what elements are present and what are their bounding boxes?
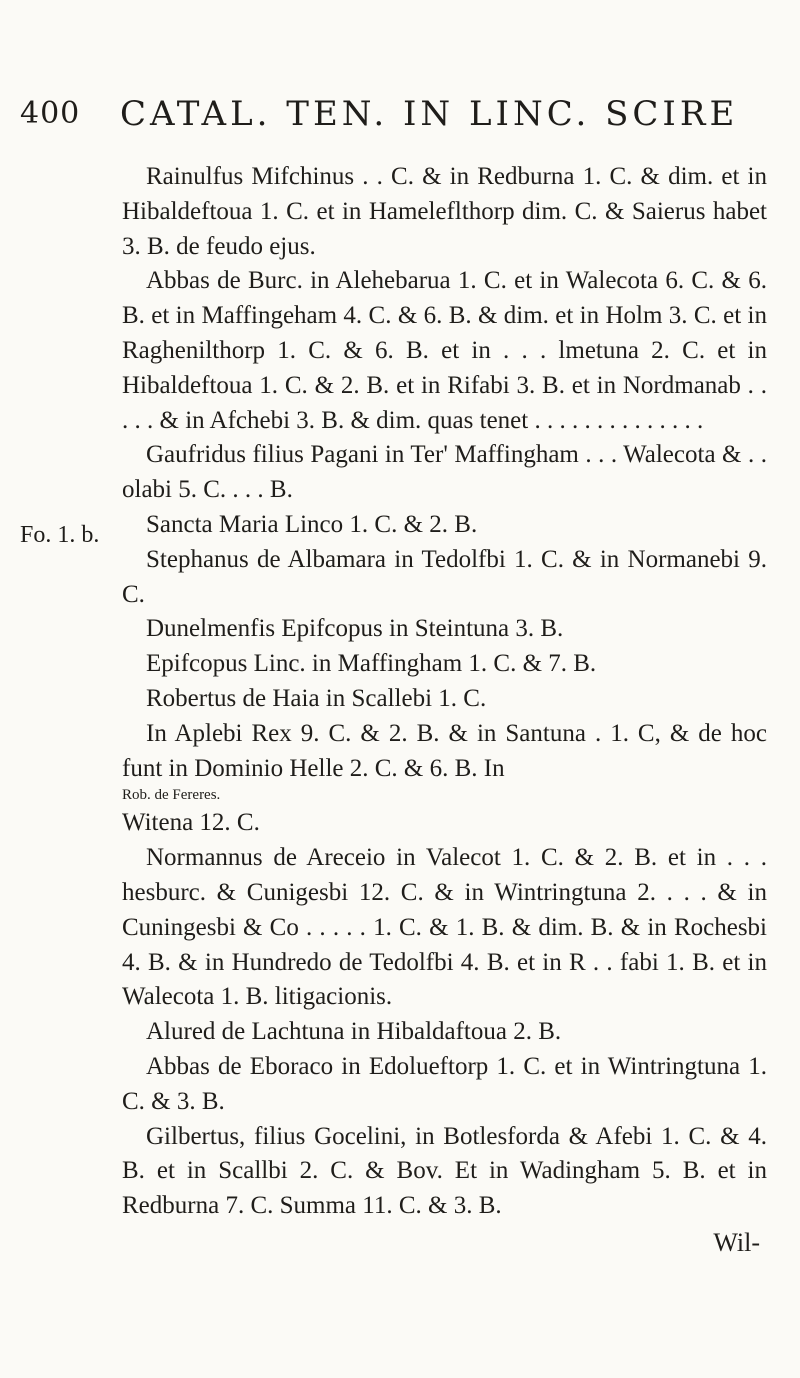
margin-folio-note: Fo. 1. b. (20, 522, 100, 548)
page-header (20, 96, 780, 146)
paragraph-dunelmenfis: Dunelmenfis Epifcopus in Steintuna 3. B. (146, 615, 564, 643)
paragraph-gaufridus: Gaufridus filius Pagani in Ter' Maffingham . . . Walecota & . . olabi 5. C. . . . B. (122, 441, 767, 504)
page-number: 400 (20, 96, 81, 131)
running-title: CATAL. TEN. IN LINC. SCIRE (120, 94, 739, 134)
paragraph-normannus: Normannus de Areceio in Valecot 1. C. & 2. B. et in . . . hesburc. & Cunigesbi 12. C. & in Wintringtuna 2. . . . & in Cuningesbi & Co . . . . . 1. C. & 1. B. & dim. B. & in Rochesbi 4. B. & in Hundredo de Tedolfbi 4. B. et in R . . fabi 1. B. et in Walecota 1. B. litigacionis. (122, 844, 767, 1011)
paragraph-alured: Alured de Lachtuna in Hibaldaftoua 2. B. (146, 1018, 562, 1046)
paragraph-aplebi-rex: In Aplebi Rex 9. C. & 2. B. & in Santuna . 1. C, & de hoc funt in Dominio Helle 2. C. & 6. B. In (122, 719, 767, 782)
paragraph-epifcopus-linc: Epifcopus Linc. in Maffingham 1. C. & 7. B. (146, 650, 597, 678)
paragraph-robertus: Robertus de Haia in Scallebi 1. C. (146, 684, 487, 712)
paragraph-abbas-burc: Abbas de Burc. in Alehebarua 1. C. et in Walecota 6. C. & 6. B. et in Maffingeham 4. C. & 6. B. & dim. et in Holm 3. C. et in Raghenilthorp 1. C. & 6. B. et in . . . lmetuna 2. C. et in Hibaldeftoua 1. C. & 2. B. et in Rifabi 3. B. et in Nordmanab . . . . . & in Afchebi 3. B. & dim. quas tenet . . . . . . . . . . . . . . (122, 267, 767, 434)
paragraph-witena: Witena 12. C. (122, 809, 260, 837)
catchword: Wil- (713, 1228, 760, 1257)
paragraph-rainulfus: Rainulfus Mifchinus . . C. & in Redburna 1. C. & dim. et in Hibaldeftoua 1. C. et in Hameleflthorp dim. C. & Saierus habet 3. B. de feudo ejus. (122, 163, 767, 260)
inline-note: Rob. de Fereres. (122, 787, 221, 804)
body-text (122, 160, 767, 1224)
paragraph-gilbertus: Gilbertus, filius Gocelini, in Botlesforda & Afebi 1. C. & 4. B. et in Scallbi 2. C. & Bov. Et in Wadingham 5. B. et in Redburna 7. C. Summa 11. C. & 3. B. (122, 1122, 767, 1220)
paragraph-stephanus: Stephanus de Albamara in Tedolfbi 1. C. & in Normanebi 9. C. (122, 545, 767, 608)
paragraph-abbas-eboraco: Abbas de Eboraco in Edolueftorp 1. C. et in Wintringtuna 1. C. & 3. B. (122, 1052, 767, 1115)
paragraph-sancta-maria: Sancta Maria Linco 1. C. & 2. B. (146, 510, 478, 538)
